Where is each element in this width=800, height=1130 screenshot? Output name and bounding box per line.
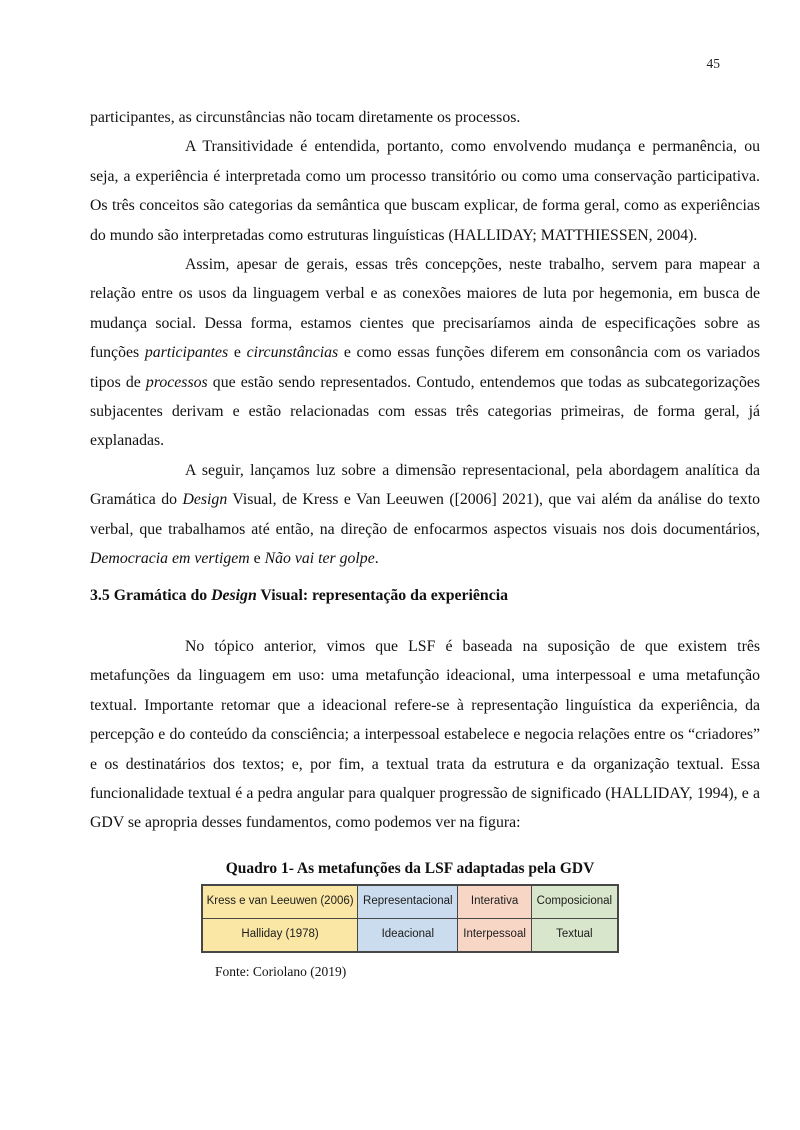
table-row-halliday — [202, 919, 618, 953]
cell-interativa: Interativa — [458, 885, 531, 919]
paragraph-no-topico: No tópico anterior, vimos que LSF é baseada na suposição de que existem três metafunções da linguagem em uso: uma metafunção ideacional, uma interpessoal e uma metafunção textual. Importante retomar que a ideacional refere-se à representação linguística da experiência, da percepção e do conteúdo da consciência; a interpessoal estabelece e negocia relações entre os “criadores” e os destinatários dos textos; e, por fim, a textual trata da estrutura e da organização textual. Essa funcionalidade textual é a pedra angular para qualquer progressão de significado (HALLIDAY, 1994), e a GDV se apropria desses fundamentos, como podemos ver na figura: — [90, 637, 760, 832]
metafunctions-table — [201, 884, 619, 953]
cell-interpessoal: Interpessoal — [458, 919, 531, 953]
paragraph-transitividade: A Transitividade é entendida, portanto, como envolvendo mudança e permanência, ou seja, a experiência é interpretada como um processo transitório ou como uma conservação participativa. Os três conceitos são categorias da semântica que buscam explicar, de forma geral, como as experiências do mundo são interpretadas como estruturas linguísticas (HALLIDAY; MATTHIESSEN, 2004). — [90, 138, 760, 244]
paragraph-assim: Assim, apesar de gerais, essas três concepções, neste trabalho, servem para mapear a relação entre os usos da linguagem verbal e as conexões maiores de luta por hegemonia, em busca de mudança social. Dessa forma, estamos cientes que precisaríamos ainda de especificações sobre as funções participantes e circunstâncias e como essas funções diferem em consonância com os variados tipos de processos que estão sendo representados. Contudo, entendemos que todas as subcategorizações subjacentes derivam e estão relacionadas com essas três categorias primeiras, de forma geral, já explanadas. — [90, 256, 760, 450]
page-content — [90, 103, 760, 980]
section-heading-3-5: 3.5 Gramática do Design Visual: representação da experiência — [90, 586, 508, 604]
page-number: 45 — [706, 56, 720, 71]
cell-representacional: Representacional — [358, 885, 458, 919]
cell-composicional: Composicional — [531, 885, 618, 919]
paragraph-continuation: participantes, as circunstâncias não tocam diretamente os processos. — [90, 109, 521, 126]
cell-ideacional: Ideacional — [358, 919, 458, 953]
figure-source: Fonte: Coriolano (2019) — [215, 964, 347, 980]
table-row-kress — [202, 885, 618, 919]
cell-halliday: Halliday (1978) — [202, 919, 358, 953]
figure-quadro-1 — [201, 859, 619, 981]
paragraph-a-seguir: A seguir, lançamos luz sobre a dimensão representacional, pela abordagem analítica da Gramática do Design Visual, de Kress e Van Leeuwen ([2006] 2021), que vai além da análise do texto verbal, que trabalhamos até então, na direção de enfocarmos aspectos visuais nos dois documentários, Democracia em vertigem e Não vai ter golpe. — [90, 461, 760, 568]
cell-kress: Kress e van Leeuwen (2006) — [202, 885, 358, 919]
cell-textual: Textual — [531, 919, 618, 953]
figure-caption: Quadro 1- As metafunções da LSF adaptadas pela GDV — [225, 859, 595, 877]
